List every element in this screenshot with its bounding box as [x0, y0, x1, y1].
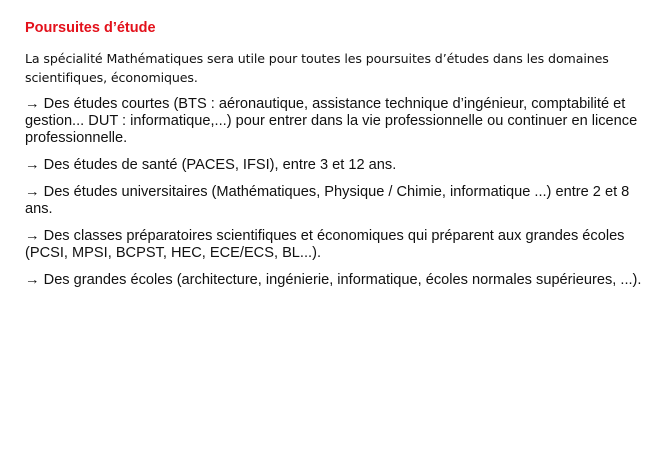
list-item-health-studies: → Des études de santé (PACES, IFSI), entre 3 et 12 ans. — [25, 157, 397, 173]
list-item-university-studies: → Des études universitaires (Mathématiques, Physique / Chimie, informatique ...) entre 2 et 8 ans. — [25, 184, 630, 217]
list-item-grandes-ecoles: → Des grandes écoles (architecture, ingénierie, informatique, écoles normales supérieures, ...). — [25, 272, 642, 288]
list-item-preparatory-classes: → Des classes préparatoires scientifiques et économiques qui préparent aux grandes écoles (PCSI, MPSI, BCPST, HEC, ECE/ECS, BL...). — [25, 228, 625, 261]
list-item-short-studies: → Des études courtes (BTS : aéronautique, assistance technique d’ingénieur, comptabilité et gestion... DUT : informatique,...) pour entrer dans la vie professionnelle ou continuer en licence professionnelle. — [25, 96, 638, 146]
section-heading: Poursuites d’étude — [25, 20, 156, 36]
document-page — [25, 19, 655, 299]
intro-paragraph: La spécialité Mathématiques sera utile pour toutes les poursuites d’études dans les domaines scientifiques, économiques. — [25, 51, 609, 85]
